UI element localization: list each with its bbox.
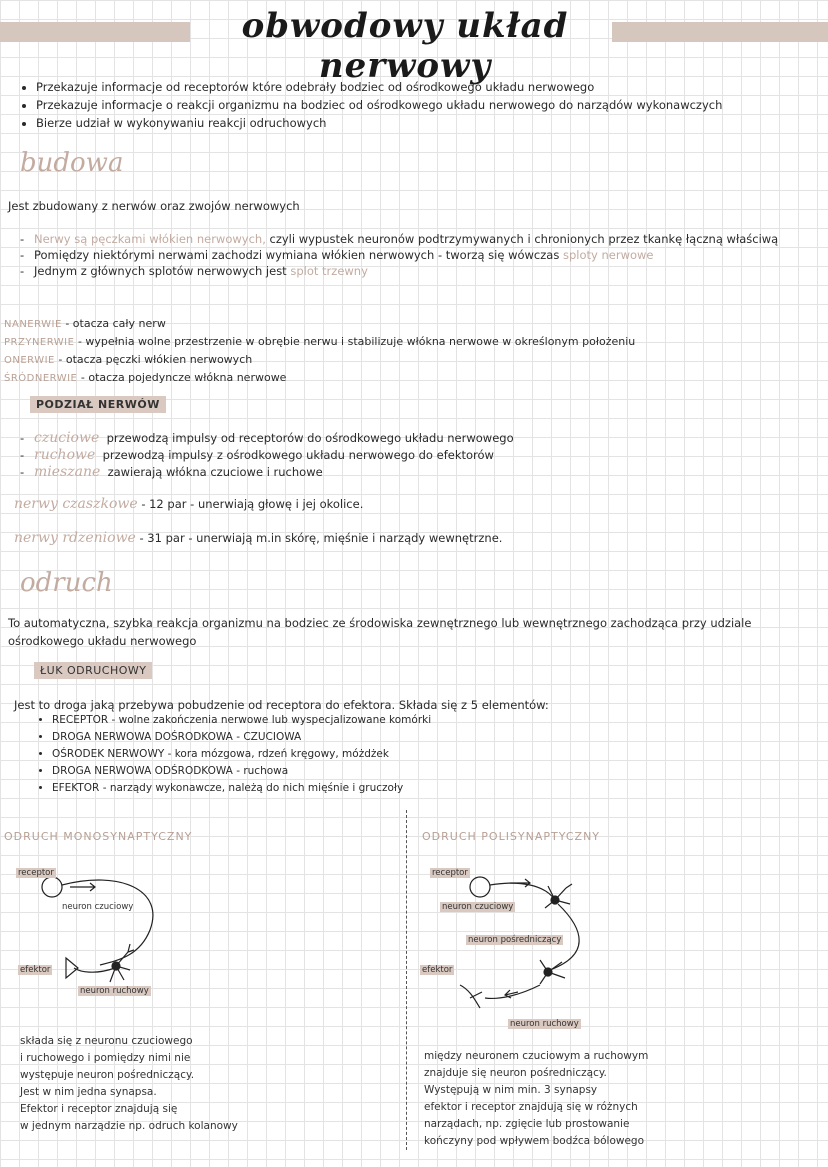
spinal-term: nerwy rdzeniowe [14, 530, 136, 546]
podzial-desc: zawierają włókna czuciowe i ruchowe [107, 465, 323, 479]
mono-sensory-label: neuron czuciowy [62, 902, 134, 912]
note-line: między neuronem czuciowym a ruchowym [424, 1050, 649, 1062]
mono-receptor-label: receptor [18, 868, 54, 878]
poli-motor-label: neuron ruchowy [510, 1019, 579, 1029]
budowa-heading: budowa [20, 148, 124, 178]
interneuron-body [540, 960, 565, 984]
motor-neuron-path [74, 968, 115, 972]
sensory-neuron-path [490, 883, 555, 900]
podzial-term: mieszane [34, 464, 101, 480]
receptor-shape [42, 877, 62, 897]
note-line: występuje neuron pośredniczący. [20, 1069, 195, 1081]
budowa-item-text: Pomiędzy niektórymi nerwami zachodzi wymiana włókien nerwowych - tworzą się wówczas [34, 248, 563, 262]
layer-term: NANERWIE [4, 319, 62, 330]
arc-element: • RECEPTOR - wolne zakończenia nerwowe lub wyspecjalizowane komórki [52, 712, 431, 729]
layer-term: PRZYNERWIE [4, 337, 75, 348]
spinal-desc: - 31 par - unerwiają m.in skórę, mięśnie i narządy wewnętrzne. [139, 531, 503, 545]
note-line: Występują w nim min. 3 synapsy [424, 1084, 598, 1096]
intro-bullet: • Przekazuje informacje o reakcji organizmu na bodziec od ośrodkowego układu nerwowego do narządów wykonawczych [36, 96, 826, 114]
mono-effector-label: efektor [20, 965, 51, 975]
mono-diagram [42, 877, 153, 982]
note-line: znajduje się neuron pośredniczący. [424, 1067, 607, 1079]
budowa-item-text: czyli wypustek neuronów podtrzymywanych i chronionych przez tkankę łączną właściwą [265, 232, 779, 246]
podzial-term: ruchowe [34, 447, 96, 463]
intro-bullet: • Przekazuje informacje od receptorów które odebrały bodziec od ośrodkowego układu nerwowego [36, 78, 826, 96]
podzial-desc: przewodzą impulsy z ośrodkowego układu nerwowego do efektorów [102, 448, 494, 462]
effector-shape [460, 985, 482, 1008]
mono-heading: ODRUCH MONOSYNAPTYCZNY [4, 830, 193, 843]
axon-arrow [70, 883, 95, 891]
note-line: i ruchowego i pomiędzy nimi nie [20, 1052, 191, 1064]
poli-note [424, 1048, 648, 1150]
layer-desc: - otacza cały nerw [65, 317, 166, 330]
podzial-label: PODZIAŁ NERWÓW [30, 396, 166, 413]
arc-label: ŁUK ODRUCHOWY [34, 662, 152, 679]
poli-receptor-label: receptor [432, 868, 468, 878]
layer-term: ONERWIE [4, 355, 55, 366]
layer-term: ŚRÓDNERWIE [4, 373, 78, 384]
poli-effector-label: efektor [422, 965, 453, 975]
receptor-shape [470, 877, 490, 897]
note-line: efektor i receptor znajdują się w różnych [424, 1101, 638, 1113]
podzial-desc: przewodzą impulsy od receptorów do ośrodkowego układu nerwowego [106, 431, 514, 445]
note-line: kończyny pod wpływem bodźca bólowego [424, 1135, 645, 1147]
arc-element: • DROGA NERWOWA DOŚRODKOWA - CZUCIOWA [52, 729, 431, 746]
layer-desc: - otacza pojedyncze włókna nerwowe [80, 371, 287, 384]
cranial-desc: - 12 par - unerwiają głowę i jej okolice. [141, 497, 364, 511]
motor-neuron-body [110, 944, 134, 982]
motor-neuron-path [485, 985, 540, 998]
effector-shape [66, 958, 78, 978]
budowa-intro: Jest zbudowany z nerwów oraz zwojów nerwowych [8, 199, 300, 213]
arc-element: • DROGA NERWOWA ODŚRODKOWA - ruchowa [52, 763, 431, 780]
layer-desc: - otacza pęczki włókien nerwowych [58, 353, 253, 366]
page-title: obwodowy układ nerwowy [241, 6, 569, 86]
note-line: Efektor i receptor znajdują się [20, 1103, 178, 1115]
poli-inter-label: neuron pośredniczący [468, 935, 562, 945]
arc-intro: Jest to droga jaką przebywa pobudzenie od receptora do efektora. Składa się z 5 elementów: [14, 698, 549, 712]
sensory-neuron-path [62, 880, 153, 965]
odruch-definition: To automatyczna, szybka reakcja organizmu na bodziec ze środowiska zewnętrznego lub wewnętrznego zachodząca przy udziale ośrodkowego układu nerwowego [8, 616, 752, 648]
budowa-item-accent: Nerwy są pęczkami włókien nerwowych, [34, 232, 266, 246]
mono-motor-label: neuron ruchowy [80, 986, 149, 996]
note-line: Jest w nim jedna synapsa. [20, 1086, 157, 1098]
intro-bullet: • Bierze udział w wykonywaniu reakcji odruchowych [36, 114, 826, 132]
arc-element: • OŚRODEK NERWOWY - kora mózgowa, rdzeń kręgowy, móżdżek [52, 746, 431, 763]
odruch-heading: odruch [20, 568, 113, 598]
poli-heading: ODRUCH POLISYNAPTYCZNY [422, 830, 601, 843]
axon-arrow [510, 879, 530, 887]
cranial-term: nerwy czaszkowe [14, 496, 138, 512]
poli-sensory-label: neuron czuciowy [442, 902, 514, 912]
budowa-item-accent: sploty nerwowe [562, 248, 654, 262]
podzial-term: czuciowe [34, 430, 100, 446]
mono-note [20, 1033, 238, 1135]
note-line: składa się z neuronu czuciowego [20, 1035, 193, 1047]
budowa-item-accent: splot trzewny [290, 264, 368, 278]
note-line: w jednym narządzie np. odruch kolanowy [20, 1120, 238, 1132]
layer-desc: - wypełnia wolne przestrzenie w obrębie nerwu i stabilizuje włókna nerwowe w określonym położeniu [77, 335, 636, 348]
budowa-item-text: Jednym z głównych splotów nerwowych jest [34, 264, 291, 278]
note-line: narządach, np. zgięcie lub prostowanie [424, 1118, 630, 1130]
arc-element: • EFEKTOR - narządy wykonawcze, należą do nich mięśnie i gruczoły [52, 780, 431, 797]
